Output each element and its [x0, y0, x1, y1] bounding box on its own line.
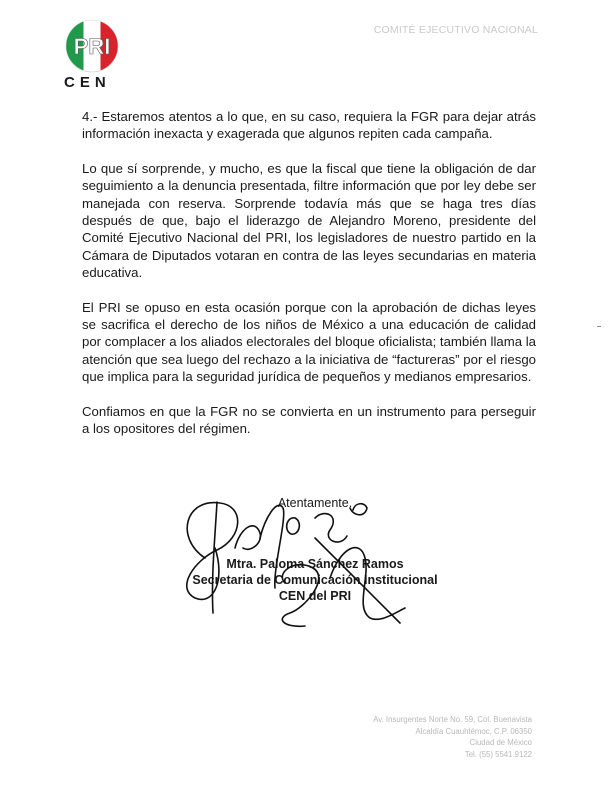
- address-line-2: Alcaldía Cuauhtémoc, C.P. 06350: [415, 726, 532, 736]
- letter-body: [82, 108, 536, 455]
- committee-header: COMITÉ EJECUTIVO NACIONAL: [373, 24, 538, 36]
- signature-block: [170, 496, 460, 604]
- salutation: Atentamente.: [277, 496, 353, 510]
- address-line-3: Ciudad de México: [469, 738, 532, 748]
- signatory-org: CEN del PRI: [278, 589, 352, 603]
- org-abbrev: CEN: [64, 74, 111, 91]
- pri-emblem-icon: [62, 18, 122, 74]
- paragraph-2: Lo que sí sorprende, y mucho, es que la fiscal que tiene la obligación de dar seguimiento a la denuncia presentada, filtre información que por ley debe ser manejada con reserva. Sorprende todavía más que se haga tres días después de que, bajo el liderazgo de Alejandro Moreno, presidente del Comité Ejecutivo Nacional del PRI, los legisladores de nuestro partido en la Cámara de Diputados votaran en contra de las leyes secundarias en materia educativa.: [82, 160, 536, 281]
- paragraph-4: Confiamos en que la FGR no se convierta en un instrumento para perseguir a los opositores del régimen.: [82, 403, 536, 437]
- address-phone: Tel. (55) 5541.9122: [464, 749, 532, 759]
- paragraph-3: El PRI se opuso en esta ocasión porque con la aprobación de dichas leyes se sacrifica el derecho de los niños de México a una educación de calidad por complacer a los aliados electorales del bloque oficialista; también llama la atención que sea luego del rechazo a la iniciativa de “factureras” por el riesgo que implica para la seguridad jurídica de pequeños y medianos empresarios.: [82, 299, 536, 385]
- signatory-name: Mtra. Paloma Sánchez Ramos: [226, 557, 404, 571]
- scan-artifact: [597, 326, 601, 327]
- logo-text: PRI: [73, 34, 111, 59]
- signatory-title: Secretaria de Comunicación Institucional: [192, 573, 438, 587]
- address-line-1: Av. Insurgentes Norte No. 59, Col. Buenavista: [373, 715, 532, 724]
- paragraph-1: 4.- Estaremos atentos a lo que, en su caso, requiera la FGR para dejar atrás información inexacta y exagerada que algunos repiten cada campaña.: [82, 109, 536, 142]
- footer-address: [312, 714, 532, 760]
